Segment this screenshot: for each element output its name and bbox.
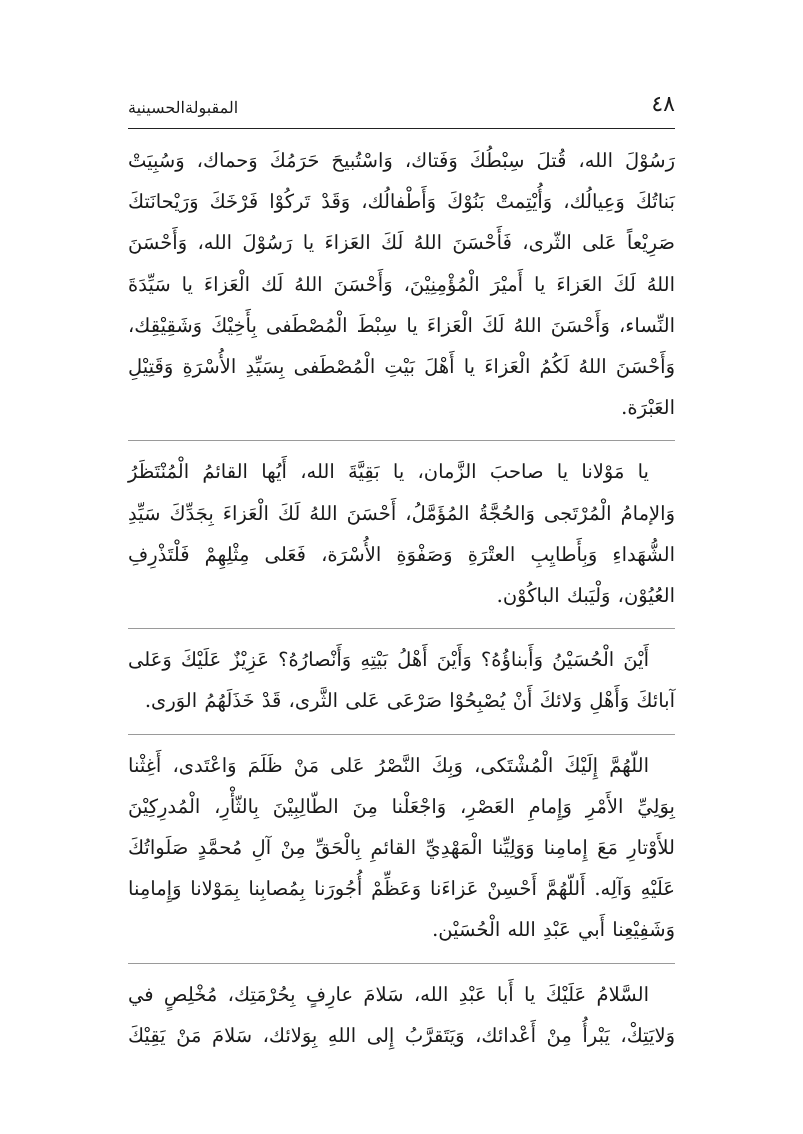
body-text: [128, 140, 675, 1056]
page-number: ٤٨: [651, 92, 675, 117]
paragraph-supplication: اللّهُمَّ إِلَيْكَ الْمُشْتَكى، وَبِكَ النَّصْرُ عَلى مَنْ ظَلَمَ وَاعْتَدى، أَغِثْنا بِوَلِيِّ الأَمْرِ وَإِمامِ العَصْرِ، وَاجْعَلْنا مِنَ الطّالِبِيْنَ بِالثّأْرِ، الْمُدرِكِيْنَ للأَوْتارِ مَعَ إِمامِنا وَوَلِيِّنا الْمَهْدِيِّ القائمِ بِالْحَقِّ مِنْ آلِ مُحمَّدٍ صَلَواتُكَ عَلَيْهِ وَآلِه. أَللّهُمَّ أَحْسِنْ عَزاءَنا وَعَظِّمْ أُجُورَنا بِمُصابِنا بِمَوْلانا وَإِمامِنا وَشَفِيْعِنا أَبي عَبْدِ الله الْحُسَيْن.: [128, 753, 675, 942]
paragraph-divider: [128, 734, 675, 736]
paragraph-divider: [128, 628, 675, 630]
paragraph-salutation: السَّلامُ عَلَيْكَ يا أَبا عَبْدِ الله، سَلامَ عارِفٍ بِحُرْمَتِك، مُخْلِصٍ في وَلايَتِكْ، يَبْرأُ مِنْ أَعْدائك، وَيَتَقرَّبُ إِلى اللهِ بِوَلائك، سَلامَ مَنْ يَقِيْكَ: [128, 982, 675, 1047]
page-header: [128, 92, 675, 126]
paragraph-condolence-prophet: رَسُوْلَ الله، قُتلَ سِبْطُكَ وَفَتاك، وَاسْتُبيحَ حَرَمُكَ وَحماك، وَسُبِيَتْ بَناتُكَ وَعِيالُك، وَأُيْتِمتْ بَنُوْكَ وَأَطْفالُك، وَقَدْ تَركُوْا فَرْخَكَ وَرَيْحانَتكَ صَرِيْعاً عَلى الثّرى، فَأَحْسَنَ اللهُ لَكَ العَزاءَ يا رَسُوْلَ الله، وَأَحْسَنَ اللهُ لَكَ العَزاءَ يا أَميْرَ الْمُؤْمِنِيْنَ، وَأَحْسَنَ اللهُ لَك الْعَزاءَ يا سَيِّدَةَ النِّساء، وَأَحْسَنَ اللهُ لَكَ الْعَزاءَ يا سِبْطَ الْمُصْطَفى بِأَخِيْكَ وَشَقِيْقِك، وَأَحْسَنَ اللهُ لَكُمُ الْعَزاءَ يا أَهْلَ بَيْتِ الْمُصْطَفى بِسَيِّدِ الأُسْرَةِ وَقَتِيْلِ العَبْرَة.: [128, 149, 675, 420]
running-book-title: المقبولةالحسينية: [128, 98, 239, 117]
header-rule: [128, 128, 675, 129]
paragraph-divider: [128, 963, 675, 965]
paragraph-address-imam: يا مَوْلانا يا صاحبَ الزَّمان، يا بَقِيَّةَ الله، أَيُها القائمُ الْمُنْتَظَرُ وَالإمامُ الْمُرْتَجى وَالحُجَّةُ المُؤَمَّلُ، أَحْسَنَ اللهُ لَكَ الْعَزاءَ بِجَدِّكَ سَيِّدِ الشُّهَداءِ وَبِأَطايِبِ العتْرَةِ وَصَفْوَةِ الأُسْرَة، فَعَلى مِثْلِهِمْ فَلْتَذْرِفِ العُيُوْن، وَلْيَبك الباكُوْن.: [128, 460, 675, 608]
paragraph-where-husayn: أَيْنَ الْحُسَيْنُ وَأَبناؤُهُ؟ وَأَيْنَ أَهْلُ بَيْتِهِ وَأَنْصارُهُ؟ عَزِيْزٌ عَلَيْكَ وَعَلى آبائكَ وَأَهْلِ وَلائكَ أَنْ يُصْبِحُوْا صَرْعَى عَلى الثَّرى، قَدْ خَذَلَهُمُ الوَرى.: [128, 648, 675, 713]
paragraph-divider: [128, 440, 675, 442]
